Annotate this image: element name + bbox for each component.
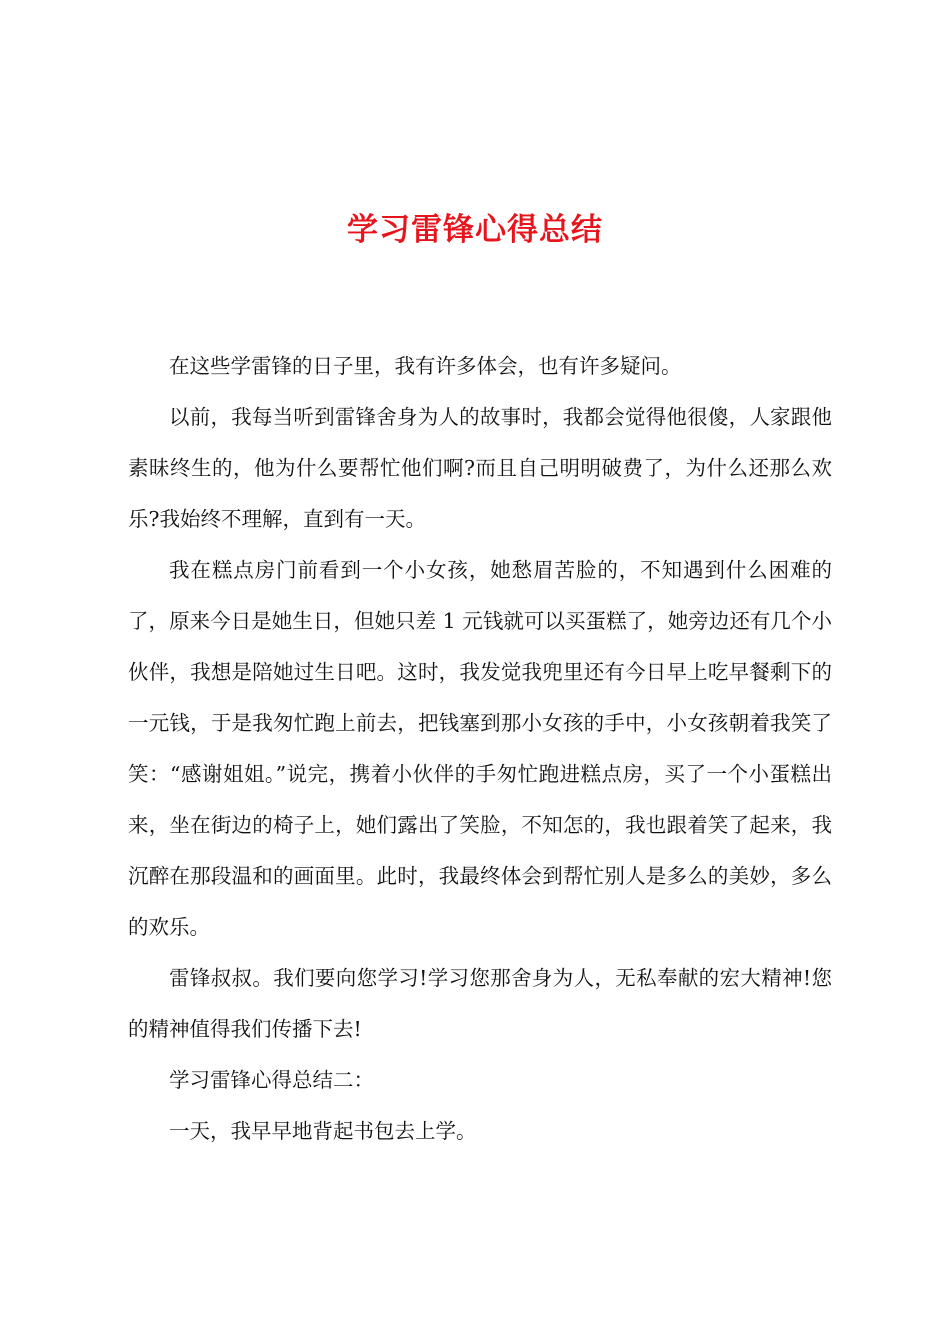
paragraph: 雷锋叔叔。我们要向您学习!学习您那舍身为人，无私奉献的宏大精神!您的精神值得我们传播下去! xyxy=(128,966,832,1041)
document-title: 学习雷锋心得总结 xyxy=(347,212,603,248)
section-heading: 学习雷锋心得总结二： xyxy=(169,1068,374,1092)
paragraph: 一天，我早早地背起书包去上学。 xyxy=(169,1119,477,1143)
paragraph: 我在糕点房门前看到一个小女孩，她愁眉苦脸的，不知遇到什么困难的了，原来今日是她生日，但她只差 1 元钱就可以买蛋糕了，她旁边还有几个小伙伴，我想是陪她过生日吧。这时，我发觉我兜里还有今日早上吃早餐剩下的一元钱，于是我匆忙跑上前去，把钱塞到那小女孩的手中，小女孩朝着我笑了笑：“感谢姐姐。”说完，携着小伙伴的手匆忙跑进糕点房，买了一个小蛋糕出来，坐在街边的椅子上，她们露出了笑脸，不知怎的，我也跟着笑了起来，我沉醉在那段温和的画面里。此时，我最终体会到帮忙别人是多么的美妙，多么的欢乐。 xyxy=(128,558,832,939)
paragraph: 以前，我每当听到雷锋舍身为人的故事时，我都会觉得他很傻，人家跟他素昧终生的，他为什么要帮忙他们啊?而且自己明明破费了，为什么还那么欢乐?我始终不理解，直到有一天。 xyxy=(128,405,832,531)
document-body xyxy=(128,341,832,1157)
paragraph: 在这些学雷锋的日子里，我有许多体会，也有许多疑问。 xyxy=(169,354,682,378)
